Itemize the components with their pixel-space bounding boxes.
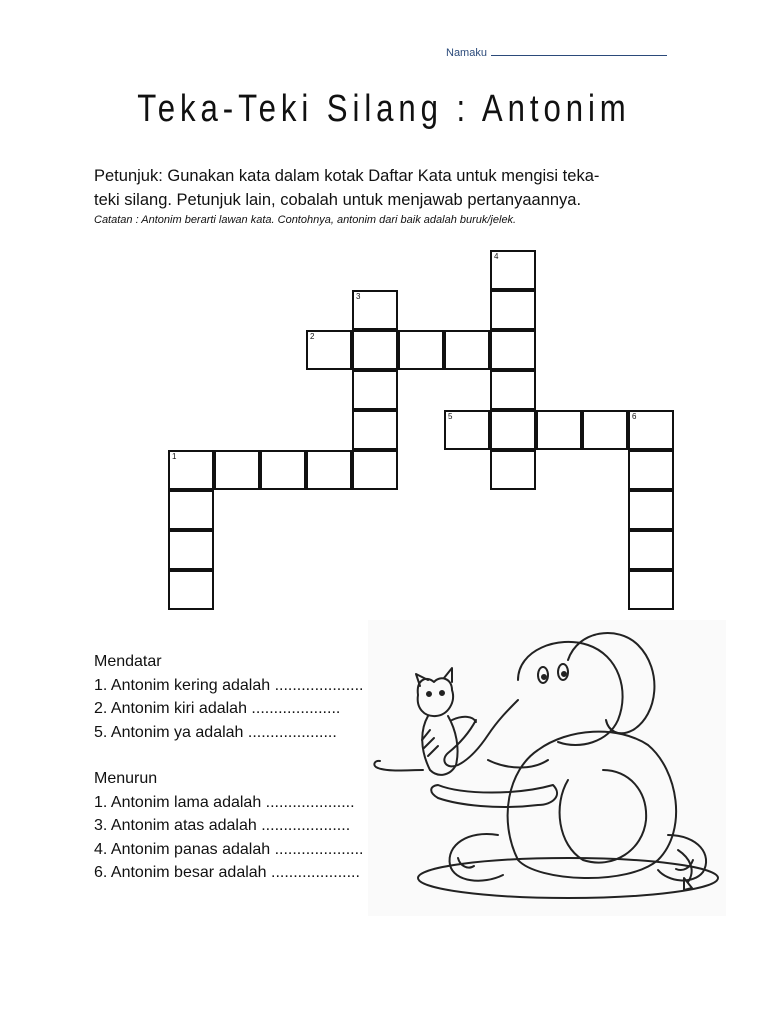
crossword-cell[interactable] <box>628 530 674 570</box>
instructions <box>94 164 684 212</box>
crossword-cell[interactable] <box>352 410 398 450</box>
crossword-cell[interactable] <box>306 450 352 490</box>
crossword-cell[interactable] <box>582 410 628 450</box>
clue-spacer <box>94 744 424 767</box>
crossword-cell[interactable] <box>214 450 260 490</box>
down-clue-1: 1. Antonim lama adalah .................... <box>94 793 355 811</box>
crossword-cell[interactable] <box>490 410 536 450</box>
crossword-cell[interactable] <box>352 330 398 370</box>
crossword-cell[interactable] <box>490 330 536 370</box>
instructions-line-1: Petunjuk: Gunakan kata dalam kotak Daftar Kata untuk mengisi teka- <box>94 167 600 185</box>
down-clue-3: 3. Antonim atas adalah .................... <box>94 817 351 834</box>
clues-section <box>94 650 424 885</box>
crossword-cell[interactable] <box>490 250 536 290</box>
across-clue-2: 2. Antonim kiri adalah .................... <box>94 700 341 717</box>
instructions-line-2: teki silang. Petunjuk lain, cobalah untuk menjawab pertanyaannya. <box>94 191 582 209</box>
crossword-cell[interactable] <box>306 330 352 370</box>
crossword-cell[interactable] <box>168 570 214 610</box>
down-heading: Menurun <box>94 770 158 787</box>
crossword-cell[interactable] <box>536 410 582 450</box>
crossword-cell[interactable] <box>444 410 490 450</box>
name-blank-line[interactable] <box>491 46 667 56</box>
crossword-cell[interactable] <box>628 450 674 490</box>
clue-number-3: 3 <box>356 292 361 301</box>
across-clue-1: 1. Antonim kering adalah .................... <box>94 676 364 694</box>
crossword-cell[interactable] <box>628 490 674 530</box>
clue-number-4: 4 <box>494 252 499 261</box>
name-field[interactable] <box>446 46 667 59</box>
instructions-note: Catatan : Antonim berarti lawan kata. Contohnya, antonim dari baik adalah buruk/jelek. <box>94 214 517 226</box>
crossword-cell[interactable] <box>398 330 444 370</box>
clue-number-2: 2 <box>310 332 315 341</box>
clue-number-1: 1 <box>172 452 177 461</box>
crossword-cell[interactable] <box>168 450 214 490</box>
crossword-cell[interactable] <box>490 370 536 410</box>
crossword-cell[interactable] <box>490 450 536 490</box>
crossword-cell[interactable] <box>352 450 398 490</box>
down-clue-4: 4. Antonim panas adalah .................... <box>94 840 364 858</box>
crossword-cell[interactable] <box>352 290 398 330</box>
page-title: Teka-Teki Silang : Antonim <box>137 88 631 130</box>
name-label: Namaku <box>446 47 487 59</box>
crossword-cell[interactable] <box>260 450 306 490</box>
crossword-cell[interactable] <box>168 530 214 570</box>
across-clue-5: 5. Antonim ya adalah .................... <box>94 723 337 741</box>
crossword-cell[interactable] <box>628 410 674 450</box>
across-heading: Mendatar <box>94 653 162 670</box>
crossword-cell[interactable] <box>168 490 214 530</box>
crossword-cell[interactable] <box>628 570 674 610</box>
crossword-cell[interactable] <box>352 370 398 410</box>
down-clue-6: 6. Antonim besar adalah .................... <box>94 864 360 881</box>
crossword-cell[interactable] <box>444 330 490 370</box>
clue-number-5: 5 <box>448 412 453 421</box>
clue-number-6: 6 <box>632 412 637 421</box>
crossword-cell[interactable] <box>490 290 536 330</box>
